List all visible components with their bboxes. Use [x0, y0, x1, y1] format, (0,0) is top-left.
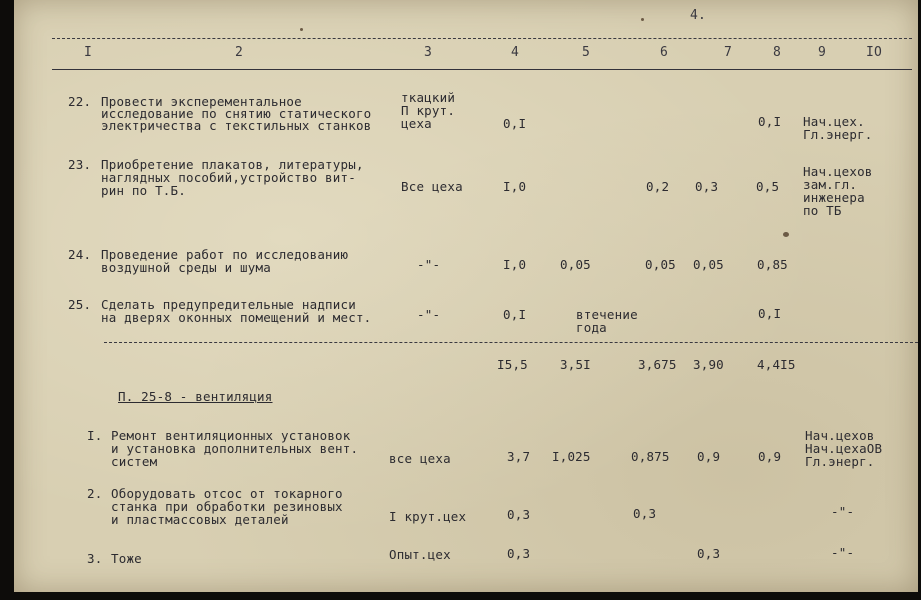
column-header-6: 6 [660, 45, 669, 60]
row-24-col8: 0,85 [757, 257, 788, 272]
vent-row-1-col5: I,025 [552, 449, 591, 464]
row-22-place-line-2: П крут. [401, 103, 456, 118]
row-23-text-line-1: Приобретение плакатов, литературы, [101, 157, 364, 172]
vent-row-1-text-line-2: и установка дополнительных вент. [111, 441, 359, 456]
row-24-col7: 0,05 [693, 257, 724, 272]
paper-blemish [300, 28, 303, 31]
row-23-place: Все цеха [401, 179, 463, 194]
row-23-col4: I,0 [503, 179, 527, 194]
row-22-place-line-3: цеха [401, 116, 432, 131]
vent-row-1-col4: 3,7 [507, 449, 531, 464]
vent-row-2-resp: -"- [831, 504, 855, 519]
row-24-col5: 0,05 [560, 257, 591, 272]
row-25-col8: 0,I [758, 306, 782, 321]
vent-row-3-col4: 0,3 [507, 546, 531, 561]
row-22-col4: 0,I [503, 116, 527, 131]
total-col6: 3,675 [638, 357, 677, 372]
column-header-2: 2 [235, 45, 244, 60]
vent-row-2-place: I крут.цех [389, 509, 467, 524]
vent-row-2-text-line-1: Оборудовать отсос от токарного [111, 486, 343, 501]
column-header-9: 9 [818, 45, 827, 60]
vent-row-1-text-line-3: систем [111, 454, 158, 469]
header-dashed-rule [52, 38, 912, 39]
row-25-col5-line-1: втечение [576, 307, 638, 322]
row-24-text-line-1: Проведение работ по исследованию [101, 247, 349, 262]
vent-row-2-text-line-2: станка при обработки резиновых [111, 499, 343, 514]
vent-row-2-text-line-3: и пластмассовых деталей [111, 512, 289, 527]
section-title: П. 25-8 - вентиляция [118, 389, 273, 404]
paper-blemish [641, 18, 644, 21]
row-24-col4: I,0 [503, 257, 527, 272]
row-23-resp-line-2: зам.гл. [803, 177, 858, 192]
row-25-col5-line-2: года [576, 320, 607, 335]
row-23-text-line-3: рин по Т.Б. [101, 183, 186, 198]
paper-blemish [783, 232, 789, 237]
row-23-resp-line-1: Нач.цехов [803, 164, 873, 179]
total-col4: I5,5 [497, 357, 528, 372]
vent-row-2-col4: 0,3 [507, 507, 531, 522]
row-25-col4: 0,I [503, 307, 527, 322]
row-22-text-line-2: исследование по снятию статического [101, 106, 372, 121]
row-23-col6: 0,2 [646, 179, 670, 194]
row-24-place: -"- [417, 257, 441, 272]
row-24-text-line-2: воздушной среды и шума [101, 260, 271, 275]
header-solid-rule [52, 69, 912, 70]
vent-row-1-col6: 0,875 [631, 449, 670, 464]
row-22-text-line-3: электричества с текстильных станков [101, 118, 372, 133]
vent-row-3-number: 3. [87, 551, 103, 566]
vent-row-3-place: Опыт.цех [389, 547, 451, 562]
row-22-col8: 0,I [758, 114, 782, 129]
totals-dashed-rule [104, 342, 918, 343]
row-22-resp-line-1: Нач.цех. [803, 114, 865, 129]
row-25-place: -"- [417, 307, 441, 322]
row-22-number: 22. [68, 94, 92, 109]
row-25-text-line-2: на дверях оконных помещений и мест. [101, 310, 372, 325]
vent-row-1-col8: 0,9 [758, 449, 782, 464]
page-number: 4. [690, 8, 707, 23]
column-header-1: I [84, 45, 93, 60]
column-header-10: IO [866, 45, 883, 60]
vent-row-2-col6: 0,3 [633, 506, 657, 521]
vent-row-3-text: Тоже [111, 551, 142, 566]
vent-row-1-place: все цеха [389, 451, 451, 466]
total-col7: 3,90 [693, 357, 724, 372]
column-header-3: 3 [424, 45, 433, 60]
row-23-number: 23. [68, 157, 92, 172]
row-22-resp-line-2: Гл.энерг. [803, 127, 873, 142]
total-col8: 4,4I5 [757, 357, 796, 372]
column-header-8: 8 [773, 45, 782, 60]
row-25-number: 25. [68, 297, 92, 312]
row-23-col7: 0,3 [695, 179, 719, 194]
vent-row-1-text-line-1: Ремонт вентиляционных установок [111, 428, 351, 443]
row-22-text-line-1: Провести эксперементальное [101, 94, 302, 109]
total-col5: 3,5I [560, 357, 591, 372]
row-24-col6: 0,05 [645, 257, 676, 272]
row-23-text-line-2: наглядных пособий,устройство вит- [101, 170, 356, 185]
row-23-resp-line-4: по ТБ [803, 203, 842, 218]
vent-row-2-number: 2. [87, 486, 103, 501]
vent-row-1-resp-line-2: Нач.цехаОВ [805, 441, 883, 456]
row-22-place-line-1: ткацкий [401, 90, 456, 105]
row-24-number: 24. [68, 247, 92, 262]
vent-row-1-col7: 0,9 [697, 449, 721, 464]
vent-row-1-resp-line-3: Гл.энерг. [805, 454, 875, 469]
column-header-4: 4 [511, 45, 520, 60]
vent-row-3-col7: 0,3 [697, 546, 721, 561]
row-25-text-line-1: Сделать предупредительные надписи [101, 297, 356, 312]
row-23-resp-line-3: инженера [803, 190, 865, 205]
column-header-5: 5 [582, 45, 591, 60]
row-23-col8: 0,5 [756, 179, 780, 194]
column-header-7: 7 [724, 45, 733, 60]
vent-row-1-number: I. [87, 428, 103, 443]
vent-row-1-resp-line-1: Нач.цехов [805, 428, 875, 443]
vent-row-3-resp: -"- [831, 545, 855, 560]
